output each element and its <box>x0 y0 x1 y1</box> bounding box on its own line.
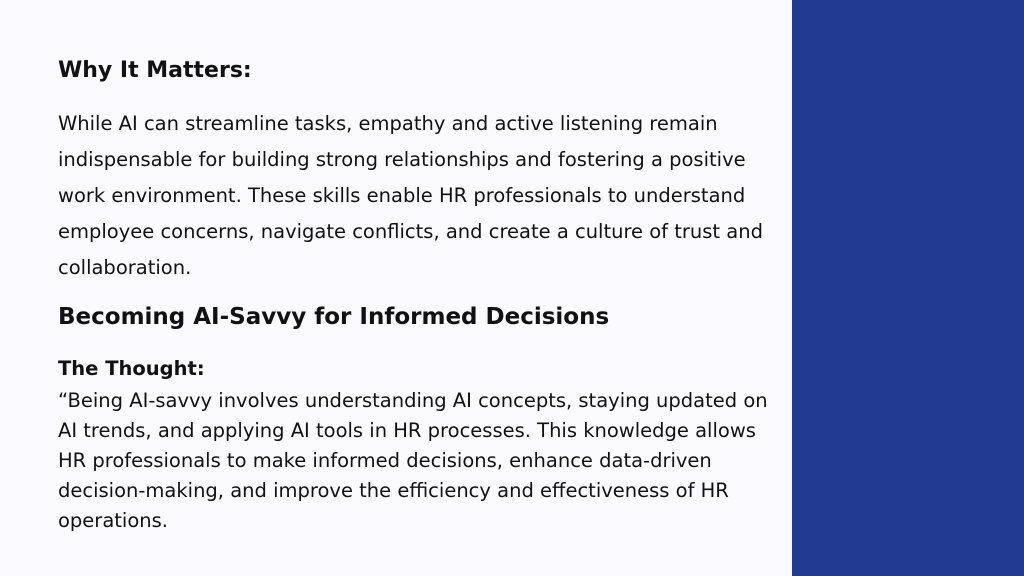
accent-side-panel <box>792 0 1024 576</box>
ai-savvy-paragraph: “Being AI-savvy involves understanding AI concepts, staying updated on AI trends, and applying AI tools in HR processes. This knowledge allows HR professionals to make informed decisions, enhance data-driven decision-making, and improve the efficiency and effectiveness of HR operations. <box>58 389 768 532</box>
why-it-matters-paragraph: While AI can streamline tasks, empathy and active listening remain indispensable for building strong relationships and fostering a positive work environment. These skills enable HR professionals to understand employee concerns, navigate conflicts, and create a culture of trust and collaboration. <box>58 112 763 279</box>
why-it-matters-heading: Why It Matters: <box>58 58 252 83</box>
the-thought-subheading: The Thought: <box>58 357 205 380</box>
ai-savvy-heading: Becoming AI-Savvy for Informed Decisions <box>58 304 610 330</box>
slide-content <box>58 0 768 576</box>
